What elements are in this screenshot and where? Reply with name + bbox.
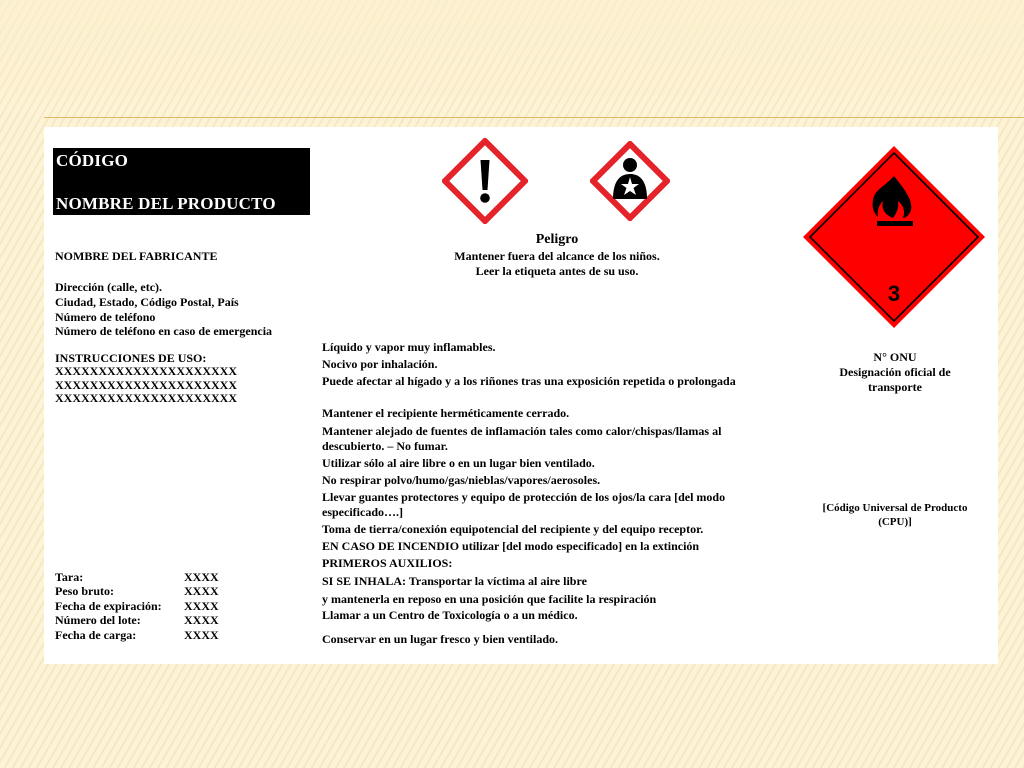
transport-class-number: 3 <box>887 281 901 306</box>
hazard-statement: Puede afectar al hígado y a los riñones tras una exposición repetida o prolongada <box>322 374 736 388</box>
manufacturer-name: NOMBRE DEL FABRICANTE <box>55 249 218 263</box>
signal-word: Peligro <box>535 232 579 247</box>
precautionary-statement: especificado….] <box>322 505 403 519</box>
detail-value: XXXX <box>184 599 219 613</box>
phone-line: Número de teléfono <box>55 310 156 324</box>
emergency-phone-line: Número de teléfono en caso de emergencia <box>55 324 273 338</box>
detail-key: Número del lote: <box>55 613 141 627</box>
hazard-statement: Nocivo por inhalación. <box>322 357 438 371</box>
upc-line: (CPU)] <box>878 516 912 528</box>
instructions-line: XXXXXXXXXXXXXXXXXXXXX <box>55 364 237 378</box>
health-hazard-pictogram-icon <box>590 141 670 221</box>
detail-key: Fecha de carga: <box>55 628 137 642</box>
exclamation-pictogram-icon <box>442 138 528 224</box>
un-number: N° ONU <box>873 350 917 364</box>
product-name: NOMBRE DEL PRODUCTO <box>56 194 276 213</box>
slide-rule-line <box>44 117 1024 118</box>
product-header-box <box>53 148 310 215</box>
precautionary-statement: EN CASO DE INCENDIO utilizar [del modo especificado] en la extinción <box>322 539 700 553</box>
product-code: CÓDIGO <box>56 151 129 170</box>
detail-key: Peso bruto: <box>55 584 114 598</box>
precautionary-statement: Mantener el recipiente herméticamente cerrado. <box>322 406 570 420</box>
precautionary-statement: y mantenerla en reposo en una posición que facilite la respiración <box>322 592 657 606</box>
precautionary-statement: Llamar a un Centro de Toxicología o a un médico. <box>322 608 578 622</box>
ghs-label <box>44 127 998 664</box>
precautionary-statement: Toma de tierra/conexión equipotencial del recipiente y del equipo receptor. <box>322 522 704 536</box>
instructions-line: XXXXXXXXXXXXXXXXXXXXX <box>55 391 237 405</box>
precautionary-statement: Utilizar sólo al aire libre o en un lugar bien ventilado. <box>322 456 595 470</box>
detail-value: XXXX <box>184 628 219 642</box>
instructions-title: INSTRUCCIONES DE USO: <box>55 351 207 365</box>
city-line: Ciudad, Estado, Código Postal, País <box>55 295 239 309</box>
upc-line: [Código Universal de Producto <box>822 502 968 514</box>
precautionary-statement: descubierto. – No fumar. <box>322 439 448 453</box>
slide-top-band <box>0 0 1024 118</box>
detail-key: Fecha de expiración: <box>55 599 162 613</box>
product-details <box>55 570 295 645</box>
detail-value: XXXX <box>184 570 219 584</box>
precautionary-statement: SI SE INHALA: Transportar la víctima al aire libre <box>322 574 587 588</box>
precautionary-statement: No respirar polvo/humo/gas/nieblas/vapores/aerosoles. <box>322 473 601 487</box>
precaution-read-label: Leer la etiqueta antes de su uso. <box>475 264 639 278</box>
precaution-children: Mantener fuera del alcance de los niños. <box>454 249 660 263</box>
precautionary-statement: Mantener alejado de fuentes de inflamación tales como calor/chispas/llamas al <box>322 424 722 438</box>
detail-value: XXXX <box>184 584 219 598</box>
first-aid-title: PRIMEROS AUXILIOS: <box>322 556 453 570</box>
shipping-name-line: Designación oficial de <box>839 365 951 379</box>
precautionary-statement: Llevar guantes protectores y equipo de protección de los ojos/la cara [del modo <box>322 490 726 504</box>
instructions-line: XXXXXXXXXXXXXXXXXXXXX <box>55 378 237 392</box>
address-line: Dirección (calle, etc). <box>55 280 163 294</box>
storage-statement: Conservar en un lugar fresco y bien ventilado. <box>322 632 559 646</box>
flammable-class3-placard-icon <box>801 144 987 330</box>
detail-value: XXXX <box>184 613 219 627</box>
detail-key: Tara: <box>55 570 84 584</box>
hazard-statement: Líquido y vapor muy inflamables. <box>322 340 496 354</box>
shipping-name-line: transporte <box>868 380 922 394</box>
